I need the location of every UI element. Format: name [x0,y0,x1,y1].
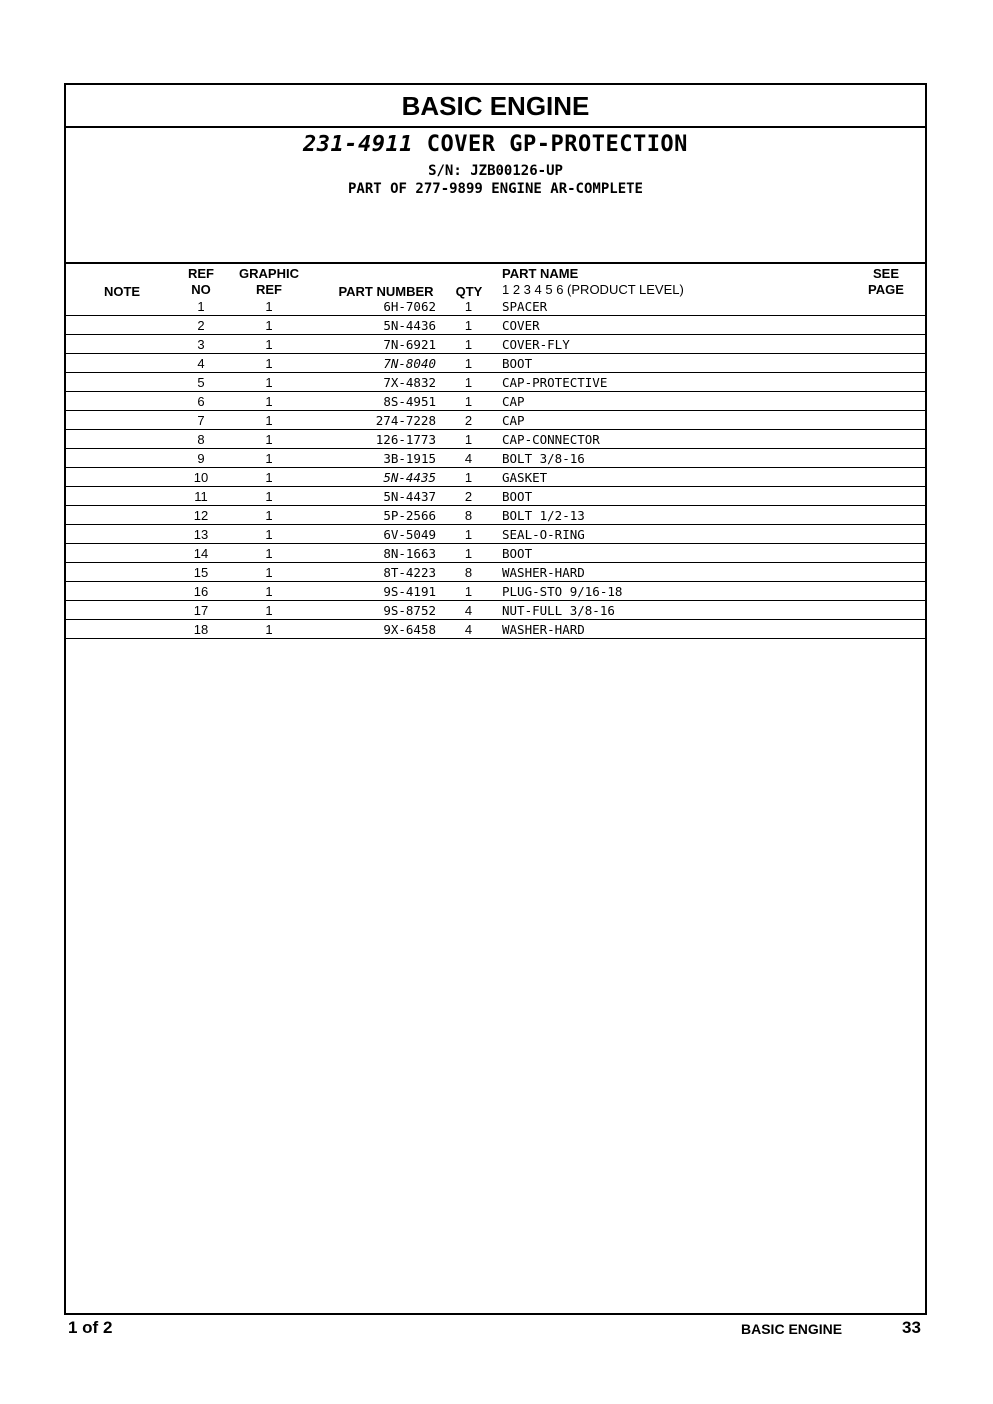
quantity: 4 [464,451,473,466]
part-number: 7N-6921 [383,337,436,352]
part-number: 7N-8040 [383,356,436,371]
quantity: 4 [464,622,473,637]
part-number: 9S-8752 [383,603,436,618]
quantity: 1 [464,337,473,352]
table-row [66,468,925,487]
table-row [66,525,925,544]
group-part-number: 231-4911 [303,132,414,157]
graphic-ref: 1 [265,603,273,618]
ref-no: 2 [197,318,205,333]
ref-no: 1 [197,299,205,314]
col-part-name: PART NAME [502,266,579,281]
ref-no: 5 [197,375,205,390]
col-see-page-line1: SEE [872,266,899,281]
table-row [66,335,925,354]
ref-no: 9 [197,451,205,466]
col-graphic-ref-line1: GRAPHIC [239,266,299,281]
col-note: NOTE [103,284,141,299]
col-qty: QTY [455,284,483,299]
part-name: BOLT 3/8-16 [502,451,585,466]
page-number: 33 [902,1318,921,1337]
quantity: 1 [464,546,473,561]
table-row [66,582,925,601]
table-row [66,411,925,430]
ref-no: 18 [193,622,209,637]
ref-no: 7 [197,413,205,428]
ref-no: 3 [197,337,205,352]
part-name: CAP [502,413,525,428]
part-name: CAP-CONNECTOR [502,432,600,447]
part-name: BOOT [502,489,533,504]
part-name: BOOT [502,356,533,371]
parts-table [66,297,925,639]
part-name: BOLT 1/2-13 [502,508,585,523]
table-row [66,430,925,449]
part-number: 126-1773 [375,432,436,447]
quantity: 1 [464,394,473,409]
group-part-name: COVER GP-PROTECTION [426,132,688,157]
graphic-ref: 1 [265,508,273,523]
quantity: 1 [464,470,473,485]
part-number: 5N-4435 [383,470,436,485]
graphic-ref: 1 [265,546,273,561]
ref-no: 16 [193,584,209,599]
part-name: WASHER-HARD [502,622,585,637]
part-number: 8S-4951 [383,394,436,409]
ref-no: 8 [197,432,205,447]
part-number: 5N-4436 [383,318,436,333]
quantity: 1 [464,527,473,542]
parts-page-frame [64,83,927,1315]
graphic-ref: 1 [265,622,273,637]
part-number: 6V-5049 [383,527,436,542]
col-ref-no-line2: NO [191,282,211,297]
graphic-ref: 1 [265,413,273,428]
graphic-ref: 1 [265,565,273,580]
graphic-ref: 1 [265,432,273,447]
part-of-line: PART OF 277-9899 ENGINE AR-COMPLETE [347,181,643,197]
part-name: PLUG-STO 9/16-18 [502,584,623,599]
part-name: SPACER [502,299,548,314]
quantity: 1 [464,375,473,390]
part-title [66,132,925,157]
quantity: 1 [464,299,473,314]
section-title: BASIC ENGINE [66,85,925,128]
table-row [66,620,925,639]
col-graphic-ref-line2: REF [256,282,282,297]
ref-no: 6 [197,394,205,409]
part-number: 7X-4832 [383,375,436,390]
part-name: WASHER-HARD [502,565,585,580]
graphic-ref: 1 [265,489,273,504]
part-number: 8N-1663 [383,546,436,561]
col-product-level: 1 2 3 4 5 6 (PRODUCT LEVEL) [502,282,684,297]
part-number: 5N-4437 [383,489,436,504]
quantity: 4 [464,603,473,618]
graphic-ref: 1 [265,356,273,371]
col-see-page-line2: PAGE [868,282,904,297]
graphic-ref: 1 [265,337,273,352]
table-row [66,373,925,392]
graphic-ref: 1 [265,470,273,485]
part-name: COVER [502,318,540,333]
ref-no: 11 [194,489,208,504]
part-header [66,128,925,264]
quantity: 1 [464,584,473,599]
ref-no: 10 [193,470,209,485]
graphic-ref: 1 [265,375,273,390]
ref-no: 17 [193,603,209,618]
table-row [66,601,925,620]
part-number: 9X-6458 [383,622,436,637]
part-name: NUT-FULL 3/8-16 [502,603,615,618]
table-row [66,297,925,316]
graphic-ref: 1 [265,394,273,409]
part-number: 3B-1915 [383,451,436,466]
footer-section: BASIC ENGINE [741,1321,843,1337]
part-name: BOOT [502,546,533,561]
part-number: 9S-4191 [383,584,436,599]
quantity: 1 [464,318,473,333]
part-name: COVER-FLY [502,337,570,352]
graphic-ref: 1 [265,584,273,599]
quantity: 2 [464,489,473,504]
part-number: 274-7228 [375,413,436,428]
table-row [66,544,925,563]
ref-no: 4 [197,356,205,371]
table-row [66,316,925,335]
ref-no: 14 [193,546,209,561]
page-of: 1 of 2 [68,1318,113,1337]
col-ref-no-line1: REF [188,266,214,281]
quantity: 2 [464,413,473,428]
part-name: GASKET [502,470,548,485]
part-number: 6H-7062 [383,299,436,314]
table-row [66,449,925,468]
table-row [66,563,925,582]
ref-no: 15 [193,565,209,580]
ref-no: 12 [193,508,209,523]
graphic-ref: 1 [265,318,273,333]
quantity: 8 [464,508,473,523]
graphic-ref: 1 [265,527,273,542]
graphic-ref: 1 [265,299,273,314]
table-row [66,354,925,373]
col-part-number: PART NUMBER [338,284,434,299]
graphic-ref: 1 [265,451,273,466]
part-number: 8T-4223 [383,565,436,580]
quantity: 1 [464,356,473,371]
table-row [66,506,925,525]
part-name: CAP-PROTECTIVE [502,375,608,390]
table-row [66,392,925,411]
quantity: 1 [464,432,473,447]
serial-range: S/N: JZB00126-UP [428,163,563,179]
ref-no: 13 [193,527,209,542]
quantity: 8 [464,565,473,580]
part-number: 5P-2566 [383,508,436,523]
table-row [66,487,925,506]
part-name: CAP [502,394,525,409]
part-name: SEAL-O-RING [502,527,585,542]
